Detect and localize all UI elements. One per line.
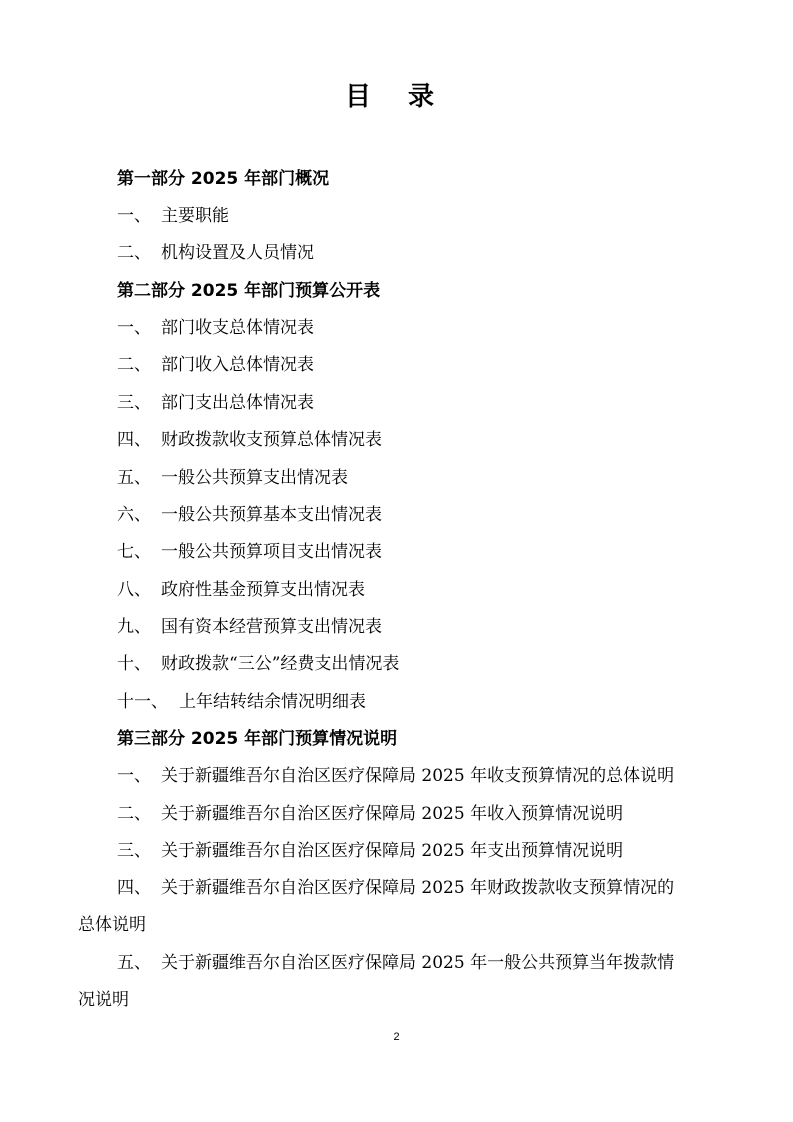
part1-heading: 第一部分 2025 年部门概况 bbox=[117, 169, 330, 189]
page-title: 目 录 bbox=[344, 82, 449, 112]
toc-item-continuation: 况说明 bbox=[78, 990, 129, 1010]
item-number: 一、 bbox=[117, 766, 151, 786]
item-number: 九、 bbox=[117, 617, 151, 637]
item-number: 三、 bbox=[117, 393, 151, 413]
toc-item bbox=[117, 765, 674, 787]
toc-item bbox=[117, 354, 314, 376]
toc-item bbox=[117, 467, 348, 489]
toc-item bbox=[117, 205, 229, 227]
item-number: 十一、 bbox=[117, 692, 168, 712]
item-number: 一、 bbox=[117, 318, 151, 338]
toc-item bbox=[117, 653, 399, 675]
toc-item bbox=[117, 541, 382, 563]
toc-item bbox=[117, 877, 674, 899]
toc-item bbox=[117, 317, 314, 339]
item-number: 二、 bbox=[117, 355, 151, 375]
item-number: 七、 bbox=[117, 542, 151, 562]
toc-item bbox=[117, 429, 382, 451]
toc-item bbox=[117, 616, 382, 638]
item-text: 财政拨款“三公”经费支出情况表 bbox=[161, 654, 400, 674]
item-number: 五、 bbox=[117, 468, 151, 488]
item-number: 二、 bbox=[117, 804, 151, 824]
item-text: 部门支出总体情况表 bbox=[161, 393, 314, 413]
item-number: 四、 bbox=[117, 430, 151, 450]
item-text: 关于新疆维吾尔自治区医疗保障局 2025 年一般公共预算当年拨款情 bbox=[161, 953, 675, 973]
item-text: 关于新疆维吾尔自治区医疗保障局 2025 年财政拨款收支预算情况的 bbox=[161, 878, 675, 898]
toc-item bbox=[117, 579, 365, 601]
item-number: 二、 bbox=[117, 243, 151, 263]
item-number: 六、 bbox=[117, 505, 151, 525]
item-text: 政府性基金预算支出情况表 bbox=[161, 580, 365, 600]
item-text: 关于新疆维吾尔自治区医疗保障局 2025 年收支预算情况的总体说明 bbox=[161, 766, 675, 786]
item-text: 关于新疆维吾尔自治区医疗保障局 2025 年支出预算情况说明 bbox=[161, 841, 624, 861]
item-text: 主要职能 bbox=[161, 206, 229, 226]
item-text: 关于新疆维吾尔自治区医疗保障局 2025 年收入预算情况说明 bbox=[161, 804, 624, 824]
part2-heading: 第二部分 2025 年部门预算公开表 bbox=[117, 281, 381, 301]
item-text: 国有资本经营预算支出情况表 bbox=[161, 617, 382, 637]
item-text: 财政拨款收支预算总体情况表 bbox=[161, 430, 382, 450]
toc-item bbox=[117, 840, 623, 862]
toc-item bbox=[117, 504, 382, 526]
item-number: 五、 bbox=[117, 953, 151, 973]
item-number: 三、 bbox=[117, 841, 151, 861]
toc-item bbox=[117, 392, 314, 414]
item-number: 十、 bbox=[117, 654, 151, 674]
item-text: 部门收入总体情况表 bbox=[161, 355, 314, 375]
toc-item-continuation: 总体说明 bbox=[78, 915, 146, 935]
item-text: 机构设置及人员情况 bbox=[161, 243, 314, 263]
toc-item bbox=[117, 242, 314, 264]
item-text: 一般公共预算项目支出情况表 bbox=[161, 542, 382, 562]
item-text: 部门收支总体情况表 bbox=[161, 318, 314, 338]
page-number: 2 bbox=[393, 1031, 400, 1043]
item-number: 一、 bbox=[117, 206, 151, 226]
toc-item bbox=[117, 691, 366, 713]
item-text: 一般公共预算基本支出情况表 bbox=[161, 505, 382, 525]
toc-item bbox=[117, 952, 674, 974]
item-number: 八、 bbox=[117, 580, 151, 600]
item-text: 上年结转结余情况明细表 bbox=[179, 692, 366, 712]
item-text: 一般公共预算支出情况表 bbox=[161, 468, 348, 488]
part3-heading: 第三部分 2025 年部门预算情况说明 bbox=[117, 729, 398, 749]
item-number: 四、 bbox=[117, 878, 151, 898]
toc-item bbox=[117, 803, 623, 825]
